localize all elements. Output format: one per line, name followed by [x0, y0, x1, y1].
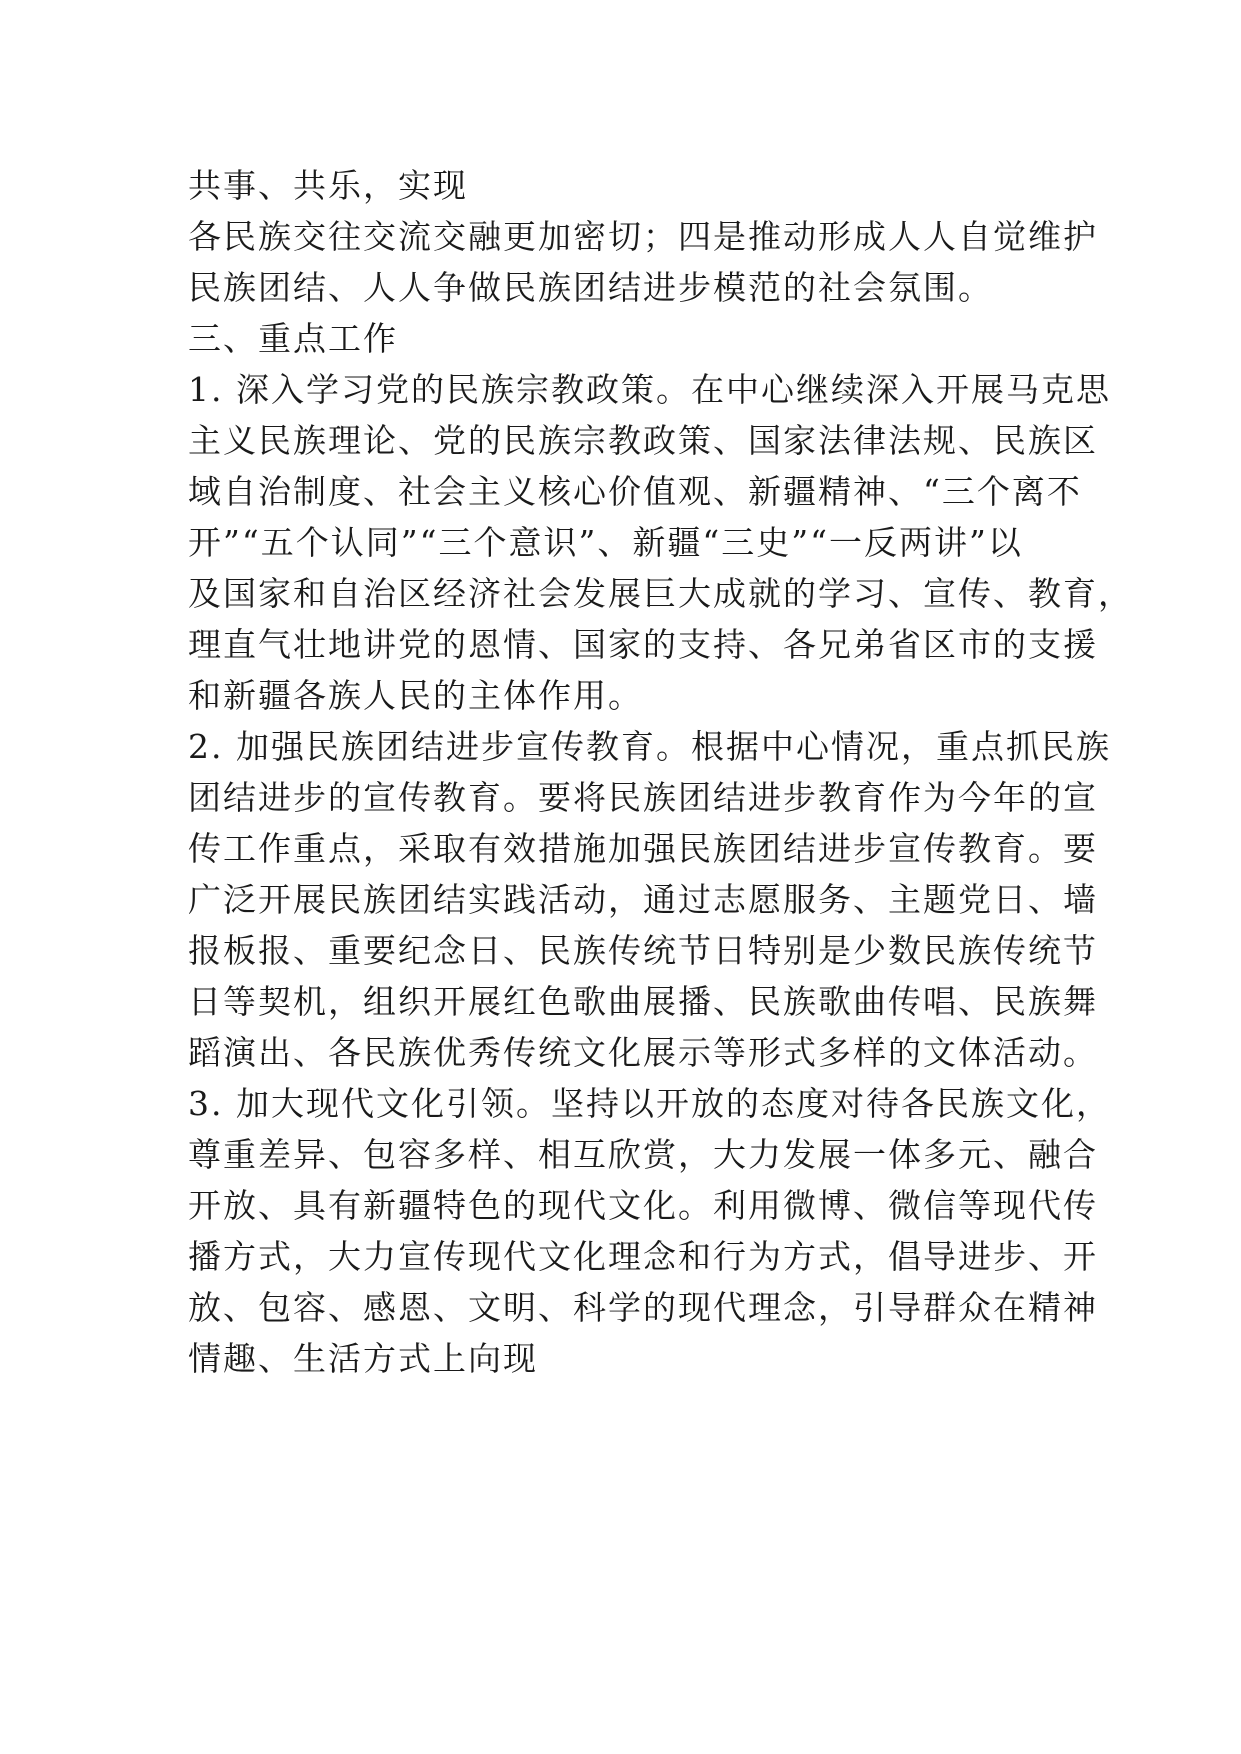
- text-line: 情趣、生活方式上向现: [188, 1339, 538, 1378]
- text-line: 广泛开展民族团结实践活动，通过志愿服务、主题党日、墙: [188, 880, 1098, 919]
- text-line: 日等契机，组织开展红色歌曲展播、民族歌曲传唱、民族舞: [188, 982, 1098, 1021]
- text-line: 3. 加大现代文化引领。坚持以开放的态度对待各民族文化，: [188, 1084, 1111, 1123]
- text-line: 及国家和自治区经济社会发展巨大成就的学习、宣传、教育，: [188, 574, 1133, 613]
- text-line: 报板报、重要纪念日、民族传统节日特别是少数民族传统节: [188, 931, 1098, 970]
- text-line: 1. 深入学习党的民族宗教政策。在中心继续深入开展马克思: [188, 370, 1111, 409]
- text-line: 域自治制度、社会主义核心价值观、新疆精神、“三个离不: [188, 472, 1082, 511]
- text-line: 和新疆各族人民的主体作用。: [188, 676, 643, 715]
- text-line: 播方式，大力宣传现代文化理念和行为方式，倡导进步、开: [188, 1237, 1098, 1276]
- text-line: 各民族交往交流交融更加密切；四是推动形成人人自觉维护: [188, 217, 1098, 256]
- section-heading: 三、重点工作: [188, 319, 398, 358]
- text-line: 2. 加强民族团结进步宣传教育。根据中心情况，重点抓民族: [188, 727, 1111, 766]
- text-line: 放、包容、感恩、文明、科学的现代理念，引导群众在精神: [188, 1288, 1098, 1327]
- text-line: 开”“五个认同”“三个意识”、新疆“三史”“一反两讲”以: [188, 523, 1023, 562]
- text-line: 尊重差异、包容多样、相互欣赏，大力发展一体多元、融合: [188, 1135, 1098, 1174]
- text-line: 团结进步的宣传教育。要将民族团结进步教育作为今年的宣: [188, 778, 1098, 817]
- text-line: 蹈演出、各民族优秀传统文化展示等形式多样的文体活动。: [188, 1033, 1098, 1072]
- text-line: 主义民族理论、党的民族宗教政策、国家法律法规、民族区: [188, 421, 1098, 460]
- text-line: 共事、共乐，实现: [188, 166, 468, 205]
- text-line: 传工作重点，采取有效措施加强民族团结进步宣传教育。要: [188, 829, 1098, 868]
- text-line: 开放、具有新疆特色的现代文化。利用微博、微信等现代传: [188, 1186, 1098, 1225]
- document-body: [188, 160, 1133, 1384]
- text-line: 民族团结、人人争做民族团结进步模范的社会氛围。: [188, 268, 993, 307]
- text-line: 理直气壮地讲党的恩情、国家的支持、各兄弟省区市的支援: [188, 625, 1098, 664]
